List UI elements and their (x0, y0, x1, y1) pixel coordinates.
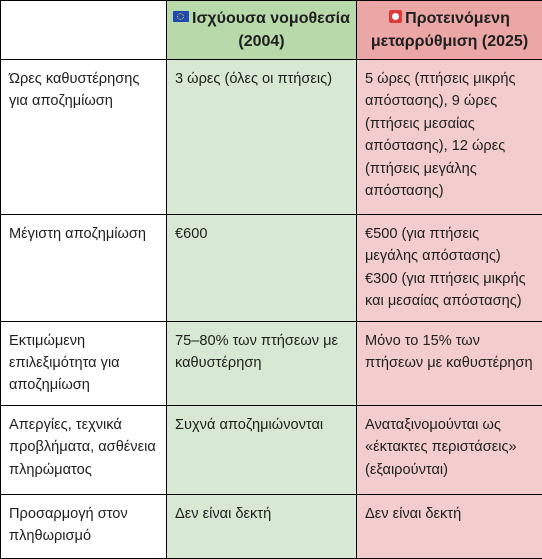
row-label: Προσαρμογή στον πληθωρισμό (1, 494, 167, 558)
header-empty-cell (1, 1, 167, 60)
proposed-reform-text: Αναταξινομούνται ως «έκτακτες περιστάσεις» (εξαιρούνται) (365, 414, 534, 481)
header-current-title: Ισχύουσα νομοθεσία (2004) (192, 10, 350, 50)
alert-icon (389, 10, 402, 23)
row-label: Ώρες καθυστέρησης για αποζημίωση (1, 60, 167, 215)
table-row (1, 60, 542, 215)
proposed-reform-text: 5 ώρες (πτήσεις μικρής απόστασης), 9 ώρες (πτήσεις μεσαίας απόστασης), 12 ώρες (πτήσεις μεγάλης απόστασης) (365, 68, 534, 202)
header-row (1, 1, 542, 60)
current-law-cell: Δεν είναι δεκτή (167, 494, 357, 558)
proposed-reform-cell (357, 60, 542, 215)
eu-flag-icon (173, 11, 189, 22)
current-law-cell: 3 ώρες (όλες οι πτήσεις) (167, 60, 357, 215)
table-row (1, 494, 542, 558)
proposed-reform-text: €300 (για πτήσεις μικρής και μεσαίας απόστασης) (365, 268, 534, 313)
row-label: Εκτιμώμενη επιλεξιμότητα για αποζημίωση (1, 321, 167, 405)
proposed-reform-cell (357, 405, 542, 494)
header-current-law (167, 1, 357, 60)
proposed-reform-text: Μόνο το 15% των πτήσεων με καθυστέρηση (365, 330, 534, 375)
table-row (1, 405, 542, 494)
table-row (1, 321, 542, 405)
header-proposed-reform (357, 1, 542, 60)
proposed-reform-cell (357, 215, 542, 322)
current-law-cell: 75–80% των πτήσεων με καθυστέρηση (167, 321, 357, 405)
table-row (1, 215, 542, 322)
row-label: Μέγιστη αποζημίωση (1, 215, 167, 322)
proposed-reform-cell (357, 494, 542, 558)
current-law-cell: €600 (167, 215, 357, 322)
header-proposed-title: Προτεινόμενη μεταρρύθμιση (2025) (371, 10, 528, 50)
current-law-cell: Συχνά αποζημιώνονται (167, 405, 357, 494)
proposed-reform-text: €500 (για πτήσεις μεγάλης απόστασης) (365, 223, 534, 268)
proposed-reform-cell (357, 321, 542, 405)
proposed-reform-text: Δεν είναι δεκτή (365, 503, 534, 525)
row-label: Απεργίες, τεχνικά προβλήματα, ασθένεια πληρώματος (1, 405, 167, 494)
